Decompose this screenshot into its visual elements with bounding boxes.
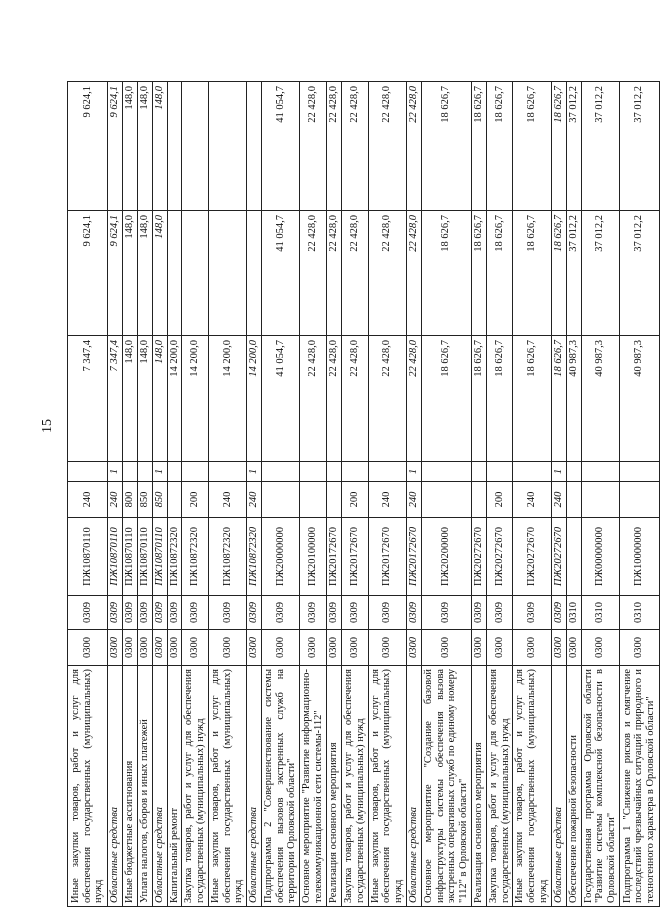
cell-grbs: 0300 <box>208 630 246 666</box>
cell-vr <box>471 482 486 518</box>
cell-y3: 148,0 <box>152 82 167 211</box>
cell-vr: 240 <box>513 482 551 518</box>
cell-name: Основное мероприятие "Развитие информационно-телекоммуникационной сети системы-112" <box>300 666 327 907</box>
cell-section: 0309 <box>513 596 551 630</box>
cell-section: 0309 <box>300 596 327 630</box>
cell-section: 0310 <box>581 596 619 630</box>
table-row <box>261 82 299 907</box>
cell-target: ПЖ10870110 <box>68 518 108 596</box>
cell-grbs: 0300 <box>368 630 406 666</box>
cell-y1: 7 347,4 <box>68 336 108 462</box>
cell-target: ПЖ20272670 <box>471 518 486 596</box>
cell-y1: 18 626,7 <box>421 336 471 462</box>
cell-grbs: 0300 <box>551 630 566 666</box>
cell-target: ПЖ10872320 <box>247 518 262 596</box>
cell-target: ПЖ10872320 <box>167 518 182 596</box>
cell-section: 0310 <box>619 596 659 630</box>
cell-mark <box>300 462 327 482</box>
cell-grbs: 0300 <box>471 630 486 666</box>
table-row <box>513 82 551 907</box>
cell-y2: 18 626,7 <box>486 211 513 336</box>
cell-section: 0309 <box>167 596 182 630</box>
cell-grbs: 0300 <box>566 630 581 666</box>
cell-y1: 14 200,0 <box>247 336 262 462</box>
cell-y2: 41 054,7 <box>261 211 299 336</box>
cell-target: ПЖ10872320 <box>182 518 209 596</box>
cell-section: 0309 <box>68 596 108 630</box>
cell-y2: 148,0 <box>123 211 138 336</box>
cell-mark: 1 <box>551 462 566 482</box>
cell-target: ПЖ20172670 <box>342 518 369 596</box>
cell-y2 <box>182 211 209 336</box>
cell-target: ПЖ20100000 <box>300 518 327 596</box>
cell-vr: 240 <box>208 482 246 518</box>
table-row <box>68 82 108 907</box>
cell-target: ПЖ10000000 <box>619 518 659 596</box>
budget-table-rotated <box>67 82 657 907</box>
cell-y2: 148,0 <box>152 211 167 336</box>
table-row <box>327 82 342 907</box>
cell-name: Областные средства <box>551 666 566 907</box>
cell-name: Закупка товаров, работ и услуг для обеспечения государственных (муниципальных) нужд <box>182 666 209 907</box>
cell-mark: 1 <box>152 462 167 482</box>
cell-vr: 240 <box>68 482 108 518</box>
cell-name: Реализация основного мероприятия <box>327 666 342 907</box>
cell-name: Иные закупки товаров, работ и услуг для обеспечения государственных (муниципальных) нужд <box>513 666 551 907</box>
cell-grbs: 0300 <box>513 630 551 666</box>
cell-section: 0309 <box>108 596 123 630</box>
table-row <box>137 82 152 907</box>
cell-target: ПЖ20172670 <box>406 518 421 596</box>
cell-y1: 40 987,3 <box>581 336 619 462</box>
cell-target: ПЖ20172670 <box>327 518 342 596</box>
cell-section: 0309 <box>368 596 406 630</box>
cell-y3: 37 012,2 <box>566 82 581 211</box>
cell-vr: 850 <box>152 482 167 518</box>
cell-grbs: 0300 <box>137 630 152 666</box>
cell-section: 0309 <box>406 596 421 630</box>
cell-name: Подпрограмма 1 "Снижение рисков и смягчение последствий чрезвычайных ситуаций природного и техногенного характера в Орловской области" <box>619 666 659 907</box>
cell-vr <box>327 482 342 518</box>
cell-target: ПЖ10870110 <box>152 518 167 596</box>
cell-y3: 9 624,1 <box>68 82 108 211</box>
cell-y1: 14 200,0 <box>182 336 209 462</box>
cell-name: Реализация основного мероприятия <box>471 666 486 907</box>
cell-name: Иные закупки товаров, работ и услуг для обеспечения государственных (муниципальных) нужд <box>68 666 108 907</box>
table-row <box>182 82 209 907</box>
cell-section: 0309 <box>342 596 369 630</box>
cell-section: 0309 <box>551 596 566 630</box>
cell-mark <box>368 462 406 482</box>
cell-name: Областные средства <box>108 666 123 907</box>
cell-vr: 200 <box>486 482 513 518</box>
cell-y3 <box>208 82 246 211</box>
table-row <box>421 82 471 907</box>
cell-mark: 1 <box>247 462 262 482</box>
cell-section: 0309 <box>182 596 209 630</box>
cell-target: ПЖ20272670 <box>551 518 566 596</box>
cell-y3: 9 624,1 <box>108 82 123 211</box>
cell-y3 <box>182 82 209 211</box>
cell-vr <box>566 482 581 518</box>
cell-mark <box>421 462 471 482</box>
cell-name: Иные закупки товаров, работ и услуг для обеспечения государственных (муниципальных) нужд <box>368 666 406 907</box>
cell-y2: 22 428,0 <box>327 211 342 336</box>
cell-target: ПЖ00000000 <box>581 518 619 596</box>
cell-grbs: 0300 <box>342 630 369 666</box>
cell-vr: 240 <box>406 482 421 518</box>
cell-target <box>566 518 581 596</box>
table-row <box>247 82 262 907</box>
cell-y1: 148,0 <box>123 336 138 462</box>
cell-grbs: 0300 <box>68 630 108 666</box>
cell-grbs: 0300 <box>108 630 123 666</box>
cell-section: 0309 <box>247 596 262 630</box>
cell-name: Областные средства <box>406 666 421 907</box>
cell-section: 0309 <box>123 596 138 630</box>
cell-section: 0309 <box>152 596 167 630</box>
cell-grbs: 0300 <box>581 630 619 666</box>
table-row <box>342 82 369 907</box>
table-row <box>471 82 486 907</box>
cell-mark <box>182 462 209 482</box>
table-row <box>566 82 581 907</box>
page-number: 15 <box>40 419 55 433</box>
cell-vr <box>581 482 619 518</box>
cell-vr: 850 <box>137 482 152 518</box>
cell-target: ПЖ10870110 <box>123 518 138 596</box>
cell-y1: 14 200,0 <box>167 336 182 462</box>
cell-grbs: 0300 <box>327 630 342 666</box>
cell-target: ПЖ10872320 <box>208 518 246 596</box>
table-row <box>123 82 138 907</box>
table-row <box>167 82 182 907</box>
table-row <box>300 82 327 907</box>
cell-y3: 18 626,7 <box>421 82 471 211</box>
cell-y3: 22 428,0 <box>300 82 327 211</box>
cell-vr: 200 <box>342 482 369 518</box>
cell-name: Уплата налогов, сборов и иных платежей <box>137 666 152 907</box>
cell-mark <box>137 462 152 482</box>
cell-target: ПЖ10870110 <box>137 518 152 596</box>
cell-y3: 148,0 <box>123 82 138 211</box>
cell-grbs: 0300 <box>261 630 299 666</box>
cell-grbs: 0300 <box>167 630 182 666</box>
cell-grbs: 0300 <box>300 630 327 666</box>
cell-y1: 40 987,3 <box>566 336 581 462</box>
cell-y1: 148,0 <box>152 336 167 462</box>
cell-y1: 22 428,0 <box>368 336 406 462</box>
cell-target: ПЖ20272670 <box>486 518 513 596</box>
cell-y1: 7 347,4 <box>108 336 123 462</box>
cell-y2: 18 626,7 <box>551 211 566 336</box>
cell-grbs: 0300 <box>406 630 421 666</box>
cell-grbs: 0300 <box>486 630 513 666</box>
cell-y3: 22 428,0 <box>406 82 421 211</box>
cell-vr <box>619 482 659 518</box>
cell-y3: 18 626,7 <box>513 82 551 211</box>
cell-mark <box>581 462 619 482</box>
cell-mark <box>261 462 299 482</box>
cell-y3: 148,0 <box>137 82 152 211</box>
cell-target: ПЖ20000000 <box>261 518 299 596</box>
table-body <box>68 82 660 907</box>
cell-y1: 40 987,3 <box>619 336 659 462</box>
cell-mark <box>566 462 581 482</box>
cell-mark <box>486 462 513 482</box>
cell-name: Государственная программа Орловской области "Развитие системы комплексной безопасности в Орловской области" <box>581 666 619 907</box>
cell-y2: 22 428,0 <box>300 211 327 336</box>
cell-mark <box>619 462 659 482</box>
cell-mark <box>471 462 486 482</box>
cell-section: 0309 <box>421 596 471 630</box>
cell-mark <box>342 462 369 482</box>
cell-mark <box>513 462 551 482</box>
cell-y2: 9 624,1 <box>108 211 123 336</box>
cell-name: Закупка товаров, работ и услуг для обеспечения государственных (муниципальных) нужд <box>342 666 369 907</box>
cell-y2: 9 624,1 <box>68 211 108 336</box>
cell-mark <box>123 462 138 482</box>
cell-y2 <box>208 211 246 336</box>
cell-section: 0309 <box>261 596 299 630</box>
cell-y2 <box>167 211 182 336</box>
table-row <box>581 82 619 907</box>
budget-table <box>67 81 660 907</box>
cell-y2: 37 012,2 <box>566 211 581 336</box>
cell-grbs: 0300 <box>182 630 209 666</box>
cell-name: Основное мероприятие "Создание базовой инфраструктуры системы обеспечения вызова экстренных оперативных служб по единому номеру "112" в Орловской области" <box>421 666 471 907</box>
cell-vr: 200 <box>182 482 209 518</box>
cell-mark: 1 <box>108 462 123 482</box>
cell-y3: 22 428,0 <box>342 82 369 211</box>
cell-vr <box>300 482 327 518</box>
table-row <box>486 82 513 907</box>
cell-y2 <box>247 211 262 336</box>
cell-target: ПЖ20200000 <box>421 518 471 596</box>
cell-grbs: 0300 <box>421 630 471 666</box>
table-row <box>108 82 123 907</box>
cell-target: ПЖ20272670 <box>513 518 551 596</box>
cell-name: Областные средства <box>152 666 167 907</box>
cell-grbs: 0300 <box>247 630 262 666</box>
cell-y1: 22 428,0 <box>342 336 369 462</box>
cell-y2: 37 012,2 <box>581 211 619 336</box>
cell-y3: 37 012,2 <box>581 82 619 211</box>
cell-grbs: 0300 <box>123 630 138 666</box>
cell-target: ПЖ10870110 <box>108 518 123 596</box>
cell-vr: 240 <box>247 482 262 518</box>
cell-section: 0309 <box>137 596 152 630</box>
cell-name: Областные средства <box>247 666 262 907</box>
cell-y2: 37 012,2 <box>619 211 659 336</box>
cell-y1: 18 626,7 <box>551 336 566 462</box>
cell-y2: 18 626,7 <box>421 211 471 336</box>
cell-mark <box>208 462 246 482</box>
cell-y3: 41 054,7 <box>261 82 299 211</box>
cell-y1: 18 626,7 <box>471 336 486 462</box>
cell-name: Капитальный ремонт <box>167 666 182 907</box>
table-row <box>208 82 246 907</box>
cell-y1: 18 626,7 <box>486 336 513 462</box>
cell-y3: 22 428,0 <box>327 82 342 211</box>
cell-vr: 240 <box>551 482 566 518</box>
cell-y2: 22 428,0 <box>342 211 369 336</box>
cell-y2: 22 428,0 <box>368 211 406 336</box>
cell-section: 0310 <box>566 596 581 630</box>
cell-name: Обеспечение пожарной безопасности <box>566 666 581 907</box>
table-row <box>406 82 421 907</box>
cell-y3 <box>167 82 182 211</box>
cell-y1: 148,0 <box>137 336 152 462</box>
table-row <box>368 82 406 907</box>
cell-y2: 22 428,0 <box>406 211 421 336</box>
cell-y3: 18 626,7 <box>471 82 486 211</box>
cell-mark: 1 <box>406 462 421 482</box>
cell-y1: 22 428,0 <box>406 336 421 462</box>
cell-vr: 800 <box>123 482 138 518</box>
cell-vr: 240 <box>108 482 123 518</box>
cell-y3: 37 012,2 <box>619 82 659 211</box>
cell-name: Подпрограмма 2 "Совершенствование системы обеспечения вызовов экстренных служб на территории Орловской области" <box>261 666 299 907</box>
cell-y2: 18 626,7 <box>471 211 486 336</box>
cell-y1: 22 428,0 <box>300 336 327 462</box>
cell-section: 0309 <box>208 596 246 630</box>
cell-section: 0309 <box>486 596 513 630</box>
cell-y3: 18 626,7 <box>486 82 513 211</box>
cell-y2: 148,0 <box>137 211 152 336</box>
cell-name: Закупка товаров, работ и услуг для обеспечения государственных (муниципальных) нужд <box>486 666 513 907</box>
cell-section: 0309 <box>471 596 486 630</box>
cell-name: Иные бюджетные ассигнования <box>123 666 138 907</box>
cell-y1: 41 054,7 <box>261 336 299 462</box>
cell-mark <box>167 462 182 482</box>
cell-vr <box>421 482 471 518</box>
cell-y3 <box>247 82 262 211</box>
cell-y1: 14 200,0 <box>208 336 246 462</box>
cell-y3: 18 626,7 <box>551 82 566 211</box>
cell-y2: 18 626,7 <box>513 211 551 336</box>
cell-y1: 22 428,0 <box>327 336 342 462</box>
cell-mark <box>327 462 342 482</box>
cell-vr <box>261 482 299 518</box>
cell-target: ПЖ20172670 <box>368 518 406 596</box>
table-row <box>619 82 659 907</box>
cell-y1: 18 626,7 <box>513 336 551 462</box>
cell-vr: 240 <box>368 482 406 518</box>
cell-grbs: 0300 <box>152 630 167 666</box>
table-row <box>551 82 566 907</box>
table-row <box>152 82 167 907</box>
cell-section: 0309 <box>327 596 342 630</box>
cell-name: Иные закупки товаров, работ и услуг для обеспечения государственных (муниципальных) нужд <box>208 666 246 907</box>
cell-grbs: 0300 <box>619 630 659 666</box>
cell-mark <box>68 462 108 482</box>
cell-vr <box>167 482 182 518</box>
cell-y3: 22 428,0 <box>368 82 406 211</box>
